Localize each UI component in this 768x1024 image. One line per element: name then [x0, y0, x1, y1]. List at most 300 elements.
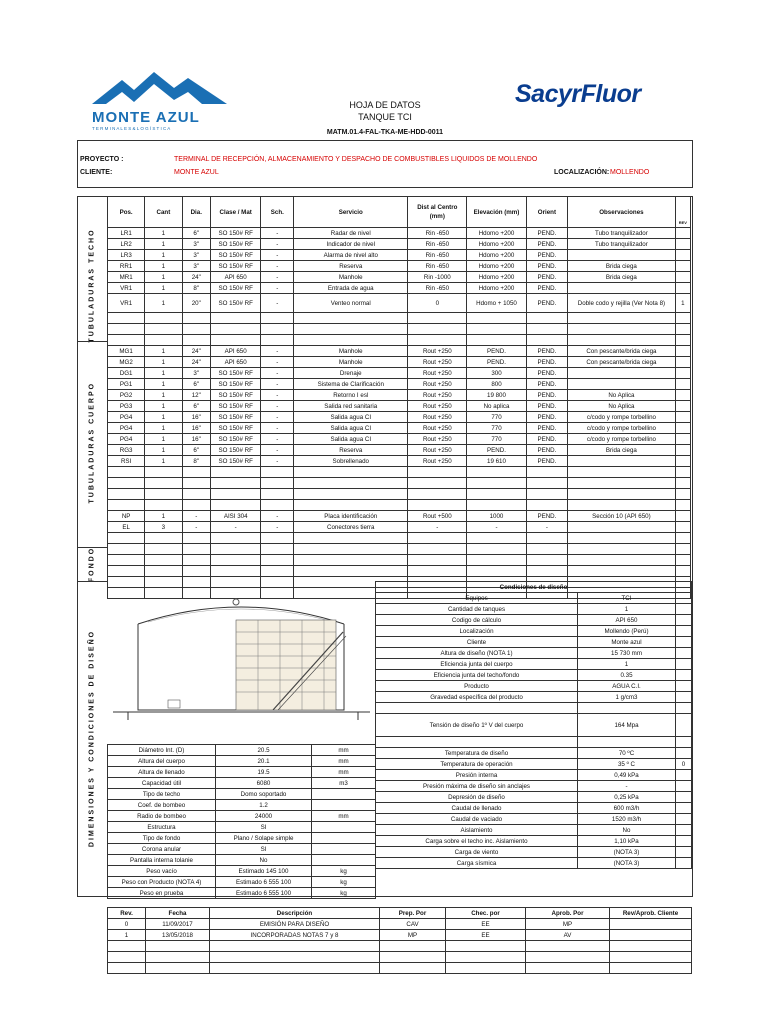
rev-cell — [676, 593, 692, 604]
table-cell: PG4 — [108, 423, 145, 434]
table-cell: 1 — [145, 239, 182, 250]
revision-header: Descripción — [210, 908, 380, 919]
design-row — [376, 770, 692, 781]
table-cell: No Aplica — [568, 401, 675, 412]
table-cell — [210, 313, 260, 324]
table-cell — [675, 489, 690, 500]
table-cell: SO 150# RF — [210, 412, 260, 423]
table-cell: 1 — [145, 261, 182, 272]
table-cell: 6" — [182, 445, 210, 456]
project-box — [77, 140, 693, 188]
table-cell: 12" — [182, 390, 210, 401]
table-cell: Rout +250 — [408, 434, 467, 445]
table-cell: SO 150# RF — [210, 401, 260, 412]
column-header: Cant — [145, 197, 182, 228]
dimension-unit — [312, 844, 376, 855]
table-cell — [261, 500, 294, 511]
table-cell — [294, 467, 408, 478]
table-cell — [675, 346, 690, 357]
dimension-unit — [312, 833, 376, 844]
table-cell — [526, 500, 568, 511]
table-cell: API 650 — [210, 346, 260, 357]
table-cell — [467, 544, 526, 555]
table-cell: Reserva — [294, 261, 408, 272]
table-cell — [568, 478, 675, 489]
table-cell — [182, 555, 210, 566]
table-cell — [675, 261, 690, 272]
table-cell: AISI 304 — [210, 511, 260, 522]
table-cell — [182, 489, 210, 500]
table-cell: - — [261, 401, 294, 412]
table-cell: 16" — [182, 423, 210, 434]
document-title-1: HOJA DE DATOS — [349, 100, 421, 110]
table-cell: 1 — [145, 511, 182, 522]
table-cell: PEND. — [526, 412, 568, 423]
table-cell — [675, 324, 690, 335]
design-value: 0.35 — [578, 670, 676, 681]
table-cell — [210, 335, 260, 346]
revision-cell: EE — [446, 919, 526, 930]
revision-cell: 0 — [108, 919, 146, 930]
table-cell: - — [261, 250, 294, 261]
table-cell: - — [408, 522, 467, 533]
table-cell: Placa identificación — [294, 511, 408, 522]
table-row — [108, 390, 691, 401]
table-row — [108, 445, 691, 456]
dimension-label: Peso con Producto (NOTA 4) — [108, 877, 216, 888]
dimension-label: Corona anular — [108, 844, 216, 855]
revision-header: Chec. por — [446, 908, 526, 919]
table-cell: Manhole — [294, 346, 408, 357]
empty-row — [108, 566, 691, 577]
table-cell: Rin -650 — [408, 228, 467, 239]
empty-row — [108, 489, 691, 500]
design-value: 1 — [578, 659, 676, 670]
table-cell: Hdomo +200 — [467, 261, 526, 272]
dimension-label: Peso en prueba — [108, 888, 216, 899]
empty-row — [108, 952, 692, 963]
document-title-2: TANQUE TCI — [358, 112, 412, 122]
table-cell — [182, 566, 210, 577]
table-row — [108, 283, 691, 294]
design-row — [376, 814, 692, 825]
table-cell — [675, 283, 690, 294]
design-label: Depresión de diseño — [376, 792, 578, 803]
table-cell: Rout +250 — [408, 357, 467, 368]
table-cell — [467, 478, 526, 489]
table-cell: MR1 — [108, 272, 145, 283]
table-cell: 1 — [675, 294, 690, 313]
revision-cell: 13/05/2018 — [146, 930, 210, 941]
table-cell: Rout +250 — [408, 390, 467, 401]
table-cell — [108, 577, 145, 588]
rev-cell — [676, 648, 692, 659]
design-title: Condiciones de diseño — [376, 582, 692, 593]
table-cell — [467, 489, 526, 500]
table-cell — [408, 566, 467, 577]
design-value: 35 º C — [578, 759, 676, 770]
table-cell: SO 150# RF — [210, 456, 260, 467]
table-cell: - — [261, 379, 294, 390]
table-cell — [467, 324, 526, 335]
table-cell: Conectores tierra — [294, 522, 408, 533]
table-cell: - — [261, 511, 294, 522]
table-cell — [446, 963, 526, 974]
table-cell: Alarma de nivel alto — [294, 250, 408, 261]
design-row — [376, 670, 692, 681]
table-cell — [145, 544, 182, 555]
table-cell — [568, 379, 675, 390]
table-cell: Manhole — [294, 272, 408, 283]
table-cell: Rout +250 — [408, 368, 467, 379]
table-cell — [675, 239, 690, 250]
table-cell — [610, 941, 692, 952]
design-label: Carga sísmica — [376, 858, 578, 869]
dimension-unit — [312, 800, 376, 811]
table-row — [108, 357, 691, 368]
table-cell: PEND. — [526, 228, 568, 239]
table-cell: 1 — [145, 412, 182, 423]
table-cell — [146, 952, 210, 963]
table-cell — [380, 952, 446, 963]
table-cell — [610, 952, 692, 963]
table-cell — [210, 963, 380, 974]
design-row — [376, 803, 692, 814]
table-cell: PEND. — [526, 445, 568, 456]
table-cell — [210, 489, 260, 500]
design-value: API 650 — [578, 615, 676, 626]
table-cell — [568, 313, 675, 324]
table-cell: SO 150# RF — [210, 239, 260, 250]
revision-header: Aprob. Por — [526, 908, 610, 919]
table-cell — [145, 577, 182, 588]
table-cell — [568, 283, 675, 294]
dimension-value: SI — [216, 844, 312, 855]
table-cell — [108, 467, 145, 478]
table-cell — [261, 566, 294, 577]
table-cell: Rin -1000 — [408, 272, 467, 283]
revision-cell — [610, 930, 692, 941]
empty-row — [108, 478, 691, 489]
table-cell: API 650 — [210, 357, 260, 368]
table-cell: Reserva — [294, 445, 408, 456]
table-cell: 19 800 — [467, 390, 526, 401]
table-cell — [294, 500, 408, 511]
table-cell: PEND. — [467, 445, 526, 456]
table-cell — [526, 963, 610, 974]
table-cell: 6" — [182, 401, 210, 412]
table-cell — [408, 324, 467, 335]
revision-header: Prep. Por — [380, 908, 446, 919]
table-cell: PG4 — [108, 412, 145, 423]
table-cell — [526, 941, 610, 952]
table-cell — [210, 324, 260, 335]
table-cell: SO 150# RF — [210, 390, 260, 401]
table-cell: SO 150# RF — [210, 379, 260, 390]
empty-row — [108, 544, 691, 555]
table-cell — [467, 555, 526, 566]
table-cell: 1 — [145, 346, 182, 357]
table-cell — [578, 737, 676, 748]
design-label: Localización — [376, 626, 578, 637]
divider — [77, 547, 107, 548]
dimension-label: Pantalla interna tolanie — [108, 855, 216, 866]
empty-row — [376, 737, 692, 748]
table-cell — [261, 335, 294, 346]
table-cell: Con pescante/brida ciega — [568, 357, 675, 368]
table-cell — [294, 544, 408, 555]
table-row — [108, 250, 691, 261]
table-cell — [675, 456, 690, 467]
table-row — [108, 272, 691, 283]
table-cell: Hdomo + 1050 — [467, 294, 526, 313]
design-value: (NOTA 3) — [578, 847, 676, 858]
monte-azul-logo — [92, 70, 227, 130]
table-cell: No aplica — [467, 401, 526, 412]
table-row — [108, 401, 691, 412]
table-cell: SO 150# RF — [210, 434, 260, 445]
design-value: 164 Mpa — [578, 714, 676, 737]
table-cell: Rin -650 — [408, 283, 467, 294]
table-cell: 770 — [467, 423, 526, 434]
table-cell: SO 150# RF — [210, 283, 260, 294]
table-cell: 1 — [145, 250, 182, 261]
revision-cell: MP — [526, 919, 610, 930]
table-cell — [408, 489, 467, 500]
revision-cell: MP — [380, 930, 446, 941]
table-cell: 6" — [182, 379, 210, 390]
table-cell: Retorno I esl — [294, 390, 408, 401]
table-cell: Con pescante/brida ciega — [568, 346, 675, 357]
rev-cell — [676, 781, 692, 792]
table-cell — [294, 478, 408, 489]
dimension-unit — [312, 789, 376, 800]
table-cell: 3 — [145, 522, 182, 533]
design-row — [376, 604, 692, 615]
table-cell — [676, 737, 692, 748]
dimension-unit: kg — [312, 888, 376, 899]
design-row — [376, 659, 692, 670]
design-row — [376, 748, 692, 759]
table-cell — [610, 963, 692, 974]
table-row — [108, 368, 691, 379]
table-cell — [675, 500, 690, 511]
design-label: Caudal de llenado — [376, 803, 578, 814]
dimension-value: 24000 — [216, 811, 312, 822]
table-cell: Hdomo +200 — [467, 250, 526, 261]
table-cell: Rin -650 — [408, 250, 467, 261]
table-cell: 8" — [182, 283, 210, 294]
table-cell: 6" — [182, 228, 210, 239]
table-cell: c/codo y rompe torbellino — [568, 423, 675, 434]
column-header: Clase / Mat — [210, 197, 260, 228]
empty-row — [108, 963, 692, 974]
table-cell: 16" — [182, 412, 210, 423]
table-row — [108, 412, 691, 423]
table-cell — [108, 478, 145, 489]
design-label: Cliente — [376, 637, 578, 648]
table-cell — [526, 566, 568, 577]
table-cell — [108, 941, 146, 952]
table-cell: PEND. — [526, 368, 568, 379]
revision-header: Rev/Aprob. Cliente — [610, 908, 692, 919]
design-value: Monte azul — [578, 637, 676, 648]
dimension-value: 6080 — [216, 778, 312, 789]
revision-row — [108, 919, 692, 930]
dimension-unit: mm — [312, 767, 376, 778]
table-cell — [568, 456, 675, 467]
table-cell — [210, 941, 380, 952]
table-cell: Drenaje — [294, 368, 408, 379]
section-label-cuerpo: TUBULADURAS CUERPO — [88, 381, 96, 504]
table-cell — [210, 467, 260, 478]
table-cell — [467, 313, 526, 324]
table-cell — [526, 544, 568, 555]
empty-row — [376, 703, 692, 714]
logo-subtext: T E R M I N A L E S & L O G Í S T I C A — [92, 126, 171, 131]
dimension-unit: mm — [312, 756, 376, 767]
table-cell — [568, 250, 675, 261]
table-cell — [526, 952, 610, 963]
dimension-label: Altura del cuerpo — [108, 756, 216, 767]
design-value: (NOTA 3) — [578, 858, 676, 869]
table-cell — [568, 555, 675, 566]
table-cell: Tubo tranquilizador — [568, 239, 675, 250]
design-label: Altura de diseño (NOTA 1) — [376, 648, 578, 659]
table-cell: 3" — [182, 250, 210, 261]
table-cell: Hdomo +200 — [467, 272, 526, 283]
table-cell — [408, 335, 467, 346]
rev-cell — [676, 858, 692, 869]
dimension-row — [108, 778, 376, 789]
dimension-row — [108, 844, 376, 855]
dimension-value: 20.5 — [216, 745, 312, 756]
table-cell — [675, 533, 690, 544]
table-cell: Sección 10 (API 650) — [568, 511, 675, 522]
table-cell — [467, 533, 526, 544]
table-cell: Rout +250 — [408, 412, 467, 423]
dimension-row — [108, 767, 376, 778]
rev-cell — [676, 825, 692, 836]
dimension-label: Radio de bombeo — [108, 811, 216, 822]
revision-cell: 1 — [108, 930, 146, 941]
table-cell — [408, 500, 467, 511]
dimension-value: No — [216, 855, 312, 866]
empty-row — [108, 533, 691, 544]
cliente-value: MONTE AZUL — [174, 169, 219, 176]
table-cell — [261, 555, 294, 566]
table-cell — [675, 445, 690, 456]
table-cell — [294, 335, 408, 346]
table-cell: PEND. — [526, 511, 568, 522]
column-header: Servicio — [294, 197, 408, 228]
design-value: 0,25 kPa — [578, 792, 676, 803]
table-cell — [675, 379, 690, 390]
empty-row — [108, 555, 691, 566]
table-cell: 19 610 — [467, 456, 526, 467]
rev-cell — [676, 836, 692, 847]
table-cell — [261, 313, 294, 324]
table-cell — [675, 423, 690, 434]
table-cell — [182, 324, 210, 335]
dimension-row — [108, 789, 376, 800]
table-cell: No Aplica — [568, 390, 675, 401]
design-row — [376, 615, 692, 626]
table-cell: SO 150# RF — [210, 261, 260, 272]
table-cell — [446, 941, 526, 952]
column-header: Elevación (mm) — [467, 197, 526, 228]
revision-cell: AV — [526, 930, 610, 941]
column-header: Orient — [526, 197, 568, 228]
table-cell: EL — [108, 522, 145, 533]
table-cell — [408, 467, 467, 478]
table-cell — [210, 500, 260, 511]
table-cell: Sobrellenado — [294, 456, 408, 467]
design-row — [376, 692, 692, 703]
table-cell: - — [467, 522, 526, 533]
mountain-logo-icon — [92, 70, 227, 106]
design-value: No — [578, 825, 676, 836]
table-cell: PEND. — [526, 456, 568, 467]
table-cell: Venteo normal — [294, 294, 408, 313]
table-cell: RR1 — [108, 261, 145, 272]
table-cell: PG1 — [108, 379, 145, 390]
table-cell — [108, 533, 145, 544]
rev-cell — [676, 637, 692, 648]
table-cell — [108, 313, 145, 324]
revision-cell: CAV — [380, 919, 446, 930]
design-label: Eficiencia junta del cuerpo — [376, 659, 578, 670]
table-cell — [182, 313, 210, 324]
dimension-label: Altura de llenado — [108, 767, 216, 778]
table-cell: 1 — [145, 294, 182, 313]
table-cell — [675, 467, 690, 478]
design-title-row — [376, 582, 692, 593]
design-row — [376, 626, 692, 637]
design-row — [376, 759, 692, 770]
table-cell — [261, 478, 294, 489]
table-cell — [210, 952, 380, 963]
table-cell — [294, 324, 408, 335]
design-label: Carga sobre el techo inc. Aislamiento — [376, 836, 578, 847]
table-cell: 1000 — [467, 511, 526, 522]
table-cell — [146, 941, 210, 952]
table-cell: Salida agua CI — [294, 412, 408, 423]
design-row — [376, 648, 692, 659]
dimensions-table — [107, 744, 376, 899]
design-value: TCI — [578, 593, 676, 604]
table-cell — [675, 250, 690, 261]
column-header: Dia. — [182, 197, 210, 228]
table-cell — [467, 566, 526, 577]
rev-cell — [676, 803, 692, 814]
revision-cell: INCORPORADAS NOTAS 7 y 8 — [210, 930, 380, 941]
table-cell: PG4 — [108, 434, 145, 445]
table-row — [108, 434, 691, 445]
table-cell — [182, 544, 210, 555]
table-cell — [568, 335, 675, 346]
table-cell — [108, 489, 145, 500]
table-cell — [675, 522, 690, 533]
design-value: Mollendo (Perú) — [578, 626, 676, 637]
table-cell — [182, 500, 210, 511]
rev-cell: 0 — [676, 759, 692, 770]
table-cell: 24" — [182, 357, 210, 368]
table-cell — [568, 522, 675, 533]
table-cell: - — [261, 390, 294, 401]
table-cell: Rout +250 — [408, 456, 467, 467]
table-cell: Rout +500 — [408, 511, 467, 522]
